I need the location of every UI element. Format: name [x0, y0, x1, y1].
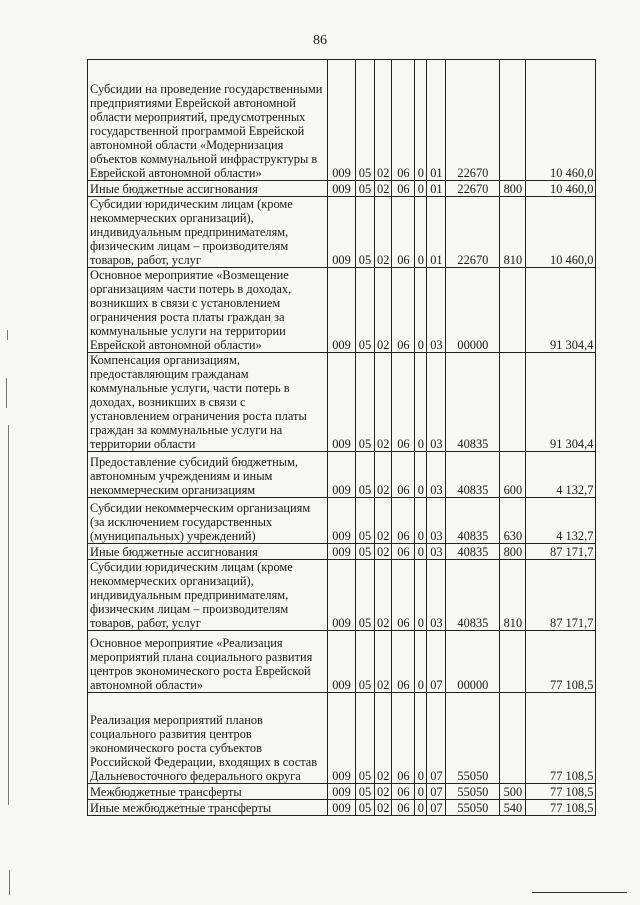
cell-program: 06	[392, 800, 415, 816]
cell-direction: 22670	[446, 60, 500, 181]
cell-name: Компенсация организациям, предоставляющим гражданам коммунальные услуги, части потерь в доходах, возникших в связи с установлением ограничения роста платы граждан за коммунальные услуги на территории области	[88, 353, 328, 452]
cell-section: 05	[356, 181, 375, 197]
cell-section: 05	[356, 631, 375, 693]
cell-amount: 87 171,7	[526, 560, 596, 631]
cell-ministry: 009	[328, 560, 356, 631]
cell-subprogram: 0	[415, 544, 427, 560]
cell-amount: 10 460,0	[526, 197, 596, 268]
cell-name: Иные бюджетные ассигнования	[88, 181, 328, 197]
cell-amount: 10 460,0	[526, 181, 596, 197]
cell-amount: 91 304,4	[526, 268, 596, 353]
scan-margin-mark	[8, 425, 9, 805]
cell-subsection: 02	[375, 631, 392, 693]
table-row	[88, 631, 596, 693]
cell-name: Субсидии юридическим лицам (кроме некоммерческих организаций), индивидуальным предпринимателям, физическим лицам – производителям товаров, работ, услуг	[88, 197, 328, 268]
cell-subsection: 02	[375, 498, 392, 544]
cell-section: 05	[356, 452, 375, 498]
cell-subsection: 02	[375, 197, 392, 268]
cell-section: 05	[356, 693, 375, 784]
cell-event: 01	[427, 181, 446, 197]
cell-subsection: 02	[375, 181, 392, 197]
cell-expense-type: 800	[500, 181, 526, 197]
cell-ministry: 009	[328, 631, 356, 693]
cell-program: 06	[392, 784, 415, 800]
cell-subprogram: 0	[415, 268, 427, 353]
cell-name: Иные межбюджетные трансферты	[88, 800, 328, 816]
cell-program: 06	[392, 60, 415, 181]
cell-expense-type: 600	[500, 452, 526, 498]
cell-subsection: 02	[375, 800, 392, 816]
cell-program: 06	[392, 544, 415, 560]
budget-table	[87, 59, 596, 816]
table-row	[88, 800, 596, 816]
cell-direction: 40835	[446, 353, 500, 452]
cell-section: 05	[356, 800, 375, 816]
cell-expense-type	[500, 631, 526, 693]
cell-expense-type: 810	[500, 560, 526, 631]
cell-subsection: 02	[375, 60, 392, 181]
cell-program: 06	[392, 197, 415, 268]
cell-event: 03	[427, 544, 446, 560]
footer-rule	[532, 892, 627, 893]
scan-margin-mark	[7, 330, 8, 340]
cell-subprogram: 0	[415, 60, 427, 181]
cell-amount: 91 304,4	[526, 353, 596, 452]
cell-program: 06	[392, 268, 415, 353]
cell-direction: 40835	[446, 544, 500, 560]
cell-event: 01	[427, 60, 446, 181]
cell-amount: 77 108,5	[526, 800, 596, 816]
cell-section: 05	[356, 197, 375, 268]
cell-name: Предоставление субсидий бюджетным, автономным учреждениям и иным некоммерческим организациям	[88, 452, 328, 498]
cell-event: 07	[427, 784, 446, 800]
cell-ministry: 009	[328, 60, 356, 181]
cell-expense-type: 500	[500, 784, 526, 800]
cell-program: 06	[392, 498, 415, 544]
table-row	[88, 60, 596, 181]
cell-name: Субсидии некоммерческим организациям (за исключением государственных (муниципальных) учреждений)	[88, 498, 328, 544]
table-row	[88, 268, 596, 353]
table-row	[88, 181, 596, 197]
cell-subsection: 02	[375, 693, 392, 784]
cell-amount: 77 108,5	[526, 631, 596, 693]
budget-rows	[88, 60, 596, 816]
cell-program: 06	[392, 353, 415, 452]
cell-direction: 40835	[446, 498, 500, 544]
cell-expense-type	[500, 353, 526, 452]
cell-amount: 4 132,7	[526, 498, 596, 544]
cell-ministry: 009	[328, 353, 356, 452]
cell-name: Основное мероприятие «Реализация мероприятий плана социального развития центров экономического роста Еврейской автономной области»	[88, 631, 328, 693]
cell-ministry: 009	[328, 693, 356, 784]
cell-event: 03	[427, 452, 446, 498]
cell-direction: 00000	[446, 268, 500, 353]
cell-ministry: 009	[328, 181, 356, 197]
cell-subprogram: 0	[415, 452, 427, 498]
cell-subprogram: 0	[415, 631, 427, 693]
cell-amount: 10 460,0	[526, 60, 596, 181]
cell-event: 03	[427, 498, 446, 544]
cell-name: Межбюджетные трансферты	[88, 784, 328, 800]
cell-program: 06	[392, 560, 415, 631]
cell-name: Субсидии на проведение государственными предприятиями Еврейской автономной области мероприятий, предусмотренных государственной программой Еврейской автономной области «Модернизация объектов коммунальной инфраструктуры в Еврейской автономной области»	[88, 60, 328, 181]
cell-ministry: 009	[328, 452, 356, 498]
cell-section: 05	[356, 353, 375, 452]
cell-name: Субсидии юридическим лицам (кроме некоммерческих организаций), индивидуальным предпринимателям, физическим лицам – производителям товаров, работ, услуг	[88, 560, 328, 631]
cell-ministry: 009	[328, 197, 356, 268]
cell-expense-type	[500, 60, 526, 181]
scan-margin-mark	[6, 378, 7, 408]
cell-ministry: 009	[328, 544, 356, 560]
cell-event: 03	[427, 353, 446, 452]
cell-direction: 40835	[446, 452, 500, 498]
cell-expense-type: 810	[500, 197, 526, 268]
cell-subsection: 02	[375, 353, 392, 452]
cell-amount: 4 132,7	[526, 452, 596, 498]
cell-name: Иные бюджетные ассигнования	[88, 544, 328, 560]
cell-subprogram: 0	[415, 353, 427, 452]
cell-section: 05	[356, 268, 375, 353]
cell-amount: 77 108,5	[526, 693, 596, 784]
cell-section: 05	[356, 498, 375, 544]
cell-event: 07	[427, 631, 446, 693]
cell-expense-type: 540	[500, 800, 526, 816]
cell-subprogram: 0	[415, 181, 427, 197]
cell-program: 06	[392, 181, 415, 197]
cell-direction: 00000	[446, 631, 500, 693]
table-row	[88, 197, 596, 268]
table-row	[88, 544, 596, 560]
cell-subsection: 02	[375, 452, 392, 498]
cell-expense-type	[500, 693, 526, 784]
table-row	[88, 560, 596, 631]
cell-program: 06	[392, 452, 415, 498]
cell-ministry: 009	[328, 800, 356, 816]
cell-event: 03	[427, 268, 446, 353]
cell-direction: 22670	[446, 181, 500, 197]
cell-direction: 22670	[446, 197, 500, 268]
cell-event: 07	[427, 693, 446, 784]
cell-subprogram: 0	[415, 498, 427, 544]
cell-subsection: 02	[375, 268, 392, 353]
cell-name: Основное мероприятие «Возмещение организациям части потерь в доходах, возникших в связи с установлением ограничения роста платы граждан за коммунальные услуги на территории Еврейской автономной области»	[88, 268, 328, 353]
page-number: 86	[313, 33, 327, 48]
cell-section: 05	[356, 544, 375, 560]
cell-subprogram: 0	[415, 800, 427, 816]
cell-event: 07	[427, 800, 446, 816]
cell-subsection: 02	[375, 560, 392, 631]
cell-direction: 55050	[446, 784, 500, 800]
table-row	[88, 693, 596, 784]
cell-subprogram: 0	[415, 197, 427, 268]
cell-section: 05	[356, 784, 375, 800]
cell-program: 06	[392, 631, 415, 693]
cell-ministry: 009	[328, 784, 356, 800]
cell-section: 05	[356, 560, 375, 631]
cell-direction: 55050	[446, 693, 500, 784]
cell-ministry: 009	[328, 268, 356, 353]
cell-direction: 40835	[446, 560, 500, 631]
cell-expense-type: 800	[500, 544, 526, 560]
cell-subprogram: 0	[415, 560, 427, 631]
cell-program: 06	[392, 693, 415, 784]
table-row	[88, 353, 596, 452]
cell-amount: 77 108,5	[526, 784, 596, 800]
cell-subsection: 02	[375, 544, 392, 560]
cell-expense-type	[500, 268, 526, 353]
table-row	[88, 498, 596, 544]
cell-subprogram: 0	[415, 693, 427, 784]
scan-margin-mark	[9, 870, 10, 895]
cell-event: 03	[427, 560, 446, 631]
cell-event: 01	[427, 197, 446, 268]
cell-expense-type: 630	[500, 498, 526, 544]
cell-name: Реализация мероприятий планов социального развития центров экономического роста субъектов Российской Федерации, входящих в состав Дальневосточного федерального округа	[88, 693, 328, 784]
cell-subprogram: 0	[415, 784, 427, 800]
cell-amount: 87 171,7	[526, 544, 596, 560]
cell-section: 05	[356, 60, 375, 181]
cell-subsection: 02	[375, 784, 392, 800]
table-row	[88, 452, 596, 498]
cell-direction: 55050	[446, 800, 500, 816]
table-row	[88, 784, 596, 800]
cell-ministry: 009	[328, 498, 356, 544]
